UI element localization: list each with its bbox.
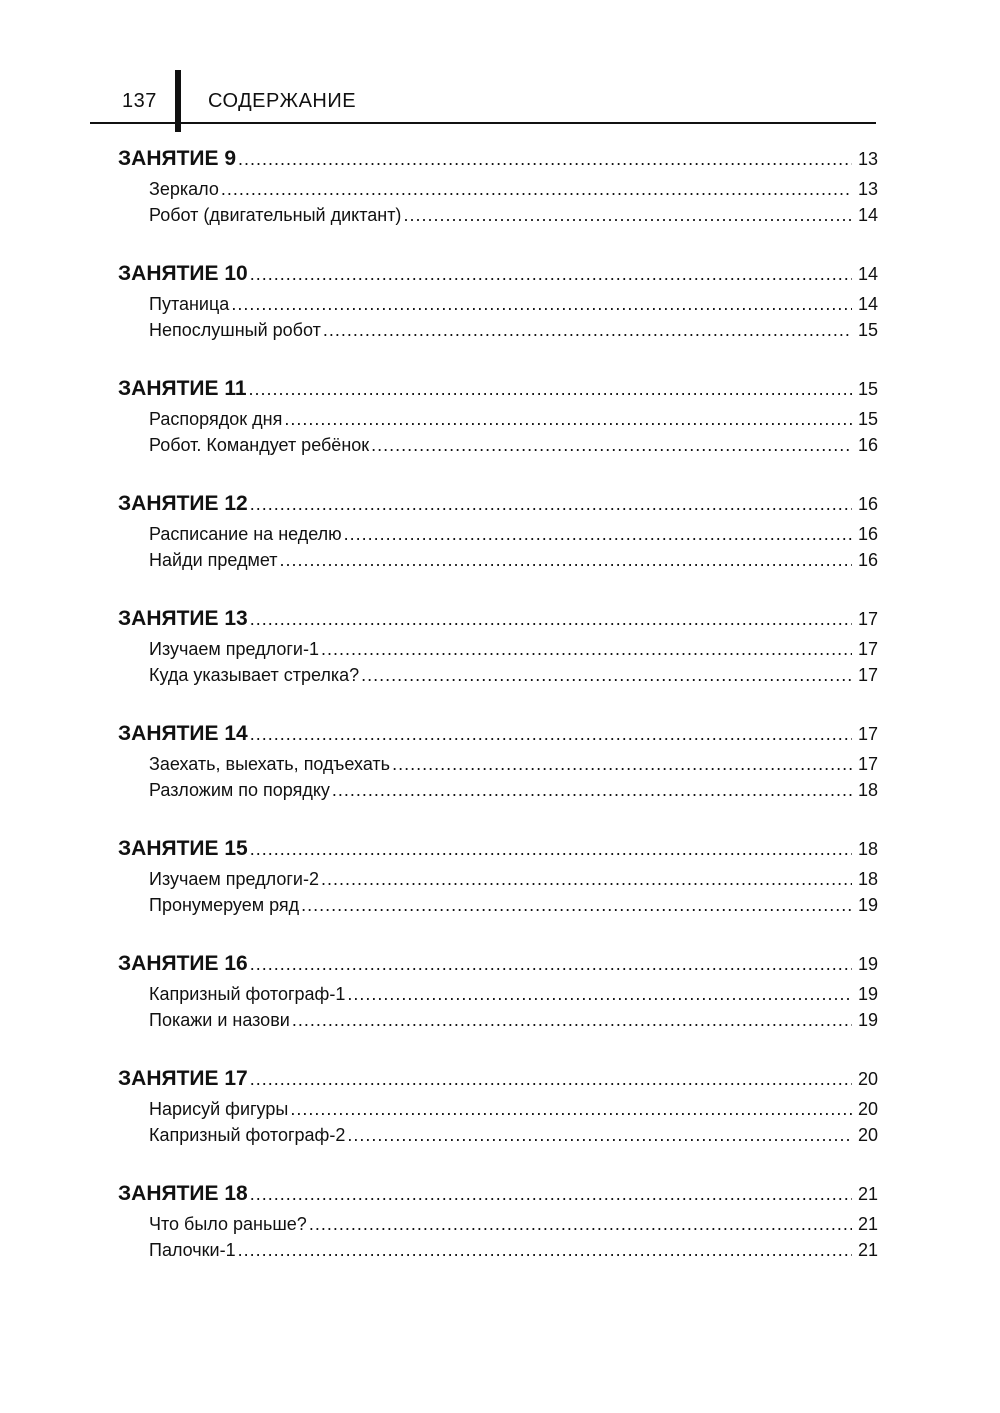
item-page-number: 16: [857, 435, 878, 455]
dot-leader: [250, 607, 852, 631]
item-title: Изучаем предлоги-1: [149, 639, 319, 659]
toc-section: [118, 1067, 878, 1182]
dot-leader: [321, 639, 852, 660]
dot-leader: [280, 550, 852, 571]
toc-item-entry[interactable]: [118, 869, 878, 895]
item-title: Непослушный робот: [149, 320, 321, 340]
toc-item-entry[interactable]: [118, 550, 878, 576]
dot-leader: [290, 1099, 852, 1120]
item-page-number: 18: [857, 869, 878, 889]
item-title: Разложим по порядку: [149, 780, 330, 800]
lesson-title: ЗАНЯТИЕ 16: [118, 952, 248, 975]
toc-lesson-entry[interactable]: [118, 262, 878, 294]
toc-section: [118, 837, 878, 952]
item-page-number: 21: [857, 1214, 878, 1234]
lesson-title: ЗАНЯТИЕ 11: [118, 377, 247, 400]
toc-item-entry[interactable]: [118, 1010, 878, 1036]
lesson-page-number: 17: [857, 609, 878, 629]
toc-item-entry[interactable]: [118, 409, 878, 435]
page-number: 137: [122, 90, 157, 112]
toc-item-entry[interactable]: [118, 895, 878, 921]
item-title: Заехать, выехать, подъехать: [149, 754, 391, 774]
item-page-number: 20: [857, 1125, 878, 1145]
toc-item-entry[interactable]: [118, 320, 878, 346]
toc-lesson-entry[interactable]: [118, 837, 878, 869]
item-page-number: 21: [857, 1240, 878, 1260]
toc-section: [118, 377, 878, 492]
dot-leader: [250, 262, 852, 286]
lesson-page-number: 15: [857, 379, 878, 399]
table-of-contents: [118, 147, 878, 1297]
toc-item-entry[interactable]: [118, 665, 878, 691]
item-page-number: 19: [857, 1010, 878, 1030]
lesson-page-number: 20: [857, 1069, 878, 1089]
lesson-title: ЗАНЯТИЕ 14: [118, 722, 248, 745]
toc-item-entry[interactable]: [118, 435, 878, 461]
toc-lesson-entry[interactable]: [118, 492, 878, 524]
dot-leader: [231, 294, 852, 315]
toc-item-entry[interactable]: [118, 524, 878, 550]
page-title: СОДЕРЖАНИЕ: [208, 90, 357, 112]
item-page-number: 14: [857, 294, 878, 314]
lesson-page-number: 13: [857, 149, 878, 169]
item-title: Зеркало: [149, 179, 219, 199]
lesson-title: ЗАНЯТИЕ 12: [118, 492, 248, 515]
item-page-number: 13: [857, 179, 878, 199]
dot-leader: [392, 754, 852, 775]
item-title: Расписание на неделю: [149, 524, 342, 544]
toc-item-entry[interactable]: [118, 1240, 878, 1266]
item-title: Робот (двигательный диктант): [149, 205, 402, 225]
dot-leader: [344, 524, 852, 545]
toc-lesson-entry[interactable]: [118, 147, 878, 179]
dot-leader: [250, 722, 852, 746]
item-page-number: 19: [857, 984, 878, 1004]
dot-leader: [250, 492, 852, 516]
item-title: Найди предмет: [149, 550, 278, 570]
item-page-number: 17: [857, 665, 878, 685]
item-page-number: 15: [857, 409, 878, 429]
toc-section: [118, 607, 878, 722]
toc-section: [118, 722, 878, 837]
item-page-number: 15: [857, 320, 878, 340]
dot-leader: [371, 435, 852, 456]
item-title: Путаница: [149, 294, 230, 314]
item-title: Робот. Командует ребёнок: [149, 435, 370, 455]
item-title: Палочки-1: [149, 1240, 236, 1260]
dot-leader: [250, 837, 852, 861]
toc-item-entry[interactable]: [118, 294, 878, 320]
dot-leader: [321, 869, 852, 890]
toc-item-entry[interactable]: [118, 754, 878, 780]
item-page-number: 16: [857, 524, 878, 544]
dot-leader: [284, 409, 852, 430]
item-page-number: 14: [857, 205, 878, 225]
lesson-page-number: 18: [857, 839, 878, 859]
dot-leader: [323, 320, 852, 341]
dot-leader: [250, 1067, 852, 1091]
toc-item-entry[interactable]: [118, 984, 878, 1010]
item-title: Распорядок дня: [149, 409, 283, 429]
toc-lesson-entry[interactable]: [118, 377, 878, 409]
toc-item-entry[interactable]: [118, 205, 878, 231]
item-title: Пронумеруем ряд: [149, 895, 300, 915]
toc-lesson-entry[interactable]: [118, 1067, 878, 1099]
toc-section: [118, 147, 878, 262]
dot-leader: [301, 895, 852, 916]
item-title: Изучаем предлоги-2: [149, 869, 319, 889]
toc-lesson-entry[interactable]: [118, 607, 878, 639]
dot-leader: [250, 1182, 852, 1206]
lesson-page-number: 16: [857, 494, 878, 514]
dot-leader: [249, 377, 852, 401]
lesson-page-number: 17: [857, 724, 878, 744]
item-page-number: 17: [857, 639, 878, 659]
toc-lesson-entry[interactable]: [118, 1182, 878, 1214]
lesson-page-number: 14: [857, 264, 878, 284]
item-title: Куда указывает стрелка?: [149, 665, 360, 685]
dot-leader: [238, 1240, 852, 1261]
item-page-number: 19: [857, 895, 878, 915]
toc-section: [118, 262, 878, 377]
item-title: Капризный фотограф-1: [149, 984, 346, 1004]
item-title: Нарисуй фигуры: [149, 1099, 289, 1119]
lesson-title: ЗАНЯТИЕ 13: [118, 607, 248, 630]
dot-leader: [332, 780, 852, 801]
header-rule: [90, 122, 876, 124]
dot-leader: [309, 1214, 852, 1235]
item-page-number: 18: [857, 780, 878, 800]
toc-item-entry[interactable]: [118, 1214, 878, 1240]
dot-leader: [238, 147, 852, 171]
dot-leader: [361, 665, 852, 686]
item-page-number: 17: [857, 754, 878, 774]
toc-item-entry[interactable]: [118, 639, 878, 665]
toc-item-entry[interactable]: [118, 1099, 878, 1125]
toc-item-entry[interactable]: [118, 1125, 878, 1151]
toc-section: [118, 492, 878, 607]
item-title: Покажи и назови: [149, 1010, 290, 1030]
item-title: Капризный фотограф-2: [149, 1125, 346, 1145]
dot-leader: [292, 1010, 852, 1031]
dot-leader: [221, 179, 852, 200]
page-header: [90, 70, 876, 126]
lesson-title: ЗАНЯТИЕ 17: [118, 1067, 248, 1090]
dot-leader: [347, 1125, 852, 1146]
lesson-title: ЗАНЯТИЕ 10: [118, 262, 248, 285]
item-page-number: 16: [857, 550, 878, 570]
toc-section: [118, 1182, 878, 1297]
toc-lesson-entry[interactable]: [118, 952, 878, 984]
toc-section: [118, 952, 878, 1067]
dot-leader: [347, 984, 852, 1005]
lesson-title: ЗАНЯТИЕ 9: [118, 147, 237, 170]
toc-item-entry[interactable]: [118, 780, 878, 806]
item-title: Что было раньше?: [149, 1214, 307, 1234]
item-page-number: 20: [857, 1099, 878, 1119]
dot-leader: [250, 952, 852, 976]
lesson-page-number: 19: [857, 954, 878, 974]
lesson-title: ЗАНЯТИЕ 15: [118, 837, 248, 860]
dot-leader: [403, 205, 852, 226]
lesson-title: ЗАНЯТИЕ 18: [118, 1182, 248, 1205]
toc-lesson-entry[interactable]: [118, 722, 878, 754]
toc-item-entry[interactable]: [118, 179, 878, 205]
lesson-page-number: 21: [857, 1184, 878, 1204]
